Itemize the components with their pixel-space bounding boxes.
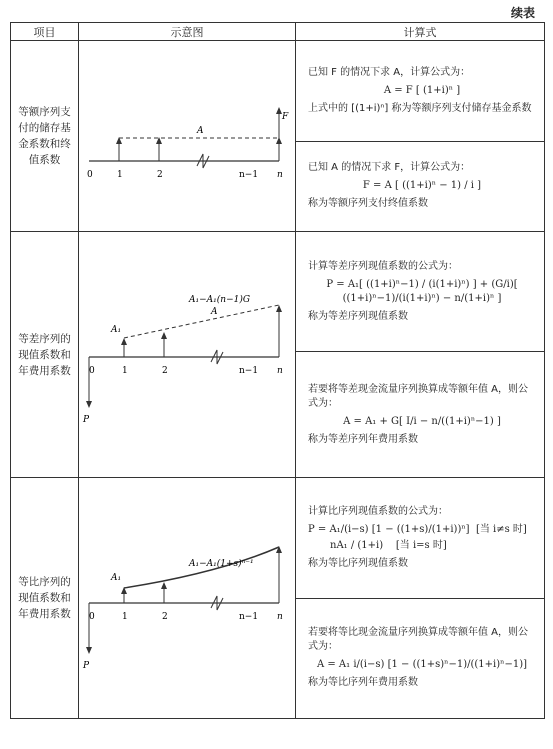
end-label: A₁−A₁(1+s)ⁿ⁻¹ <box>189 559 254 569</box>
formula-eq: F = A [ ((1+i)ⁿ − 1) / i ] <box>362 180 482 192</box>
tick-1: 1 <box>117 170 123 180</box>
tick-2: 2 <box>157 170 163 180</box>
header-diagram: 示意图 <box>79 23 296 41</box>
formula-note: 称为等差序列年费用系数 <box>308 433 418 445</box>
series-label: A <box>211 307 218 317</box>
table-row <box>11 232 545 352</box>
formula-cond-1: [当 i≠s 时] <box>475 523 527 535</box>
formula-cell-2a <box>296 232 545 352</box>
future-value-label: F <box>282 112 289 122</box>
formula-eq: A = F [ (1+i)ⁿ ] <box>383 84 461 96</box>
tick-n-1: n−1 <box>239 170 259 180</box>
formula-intro: 若要将等比现金流量序列换算成等额年值 A，则公式为： <box>308 627 529 653</box>
formula-note: 称为等差序列现值系数 <box>308 310 408 322</box>
table-row <box>11 478 545 599</box>
start-label: A₁ <box>111 325 122 335</box>
formula-cell-3a <box>296 478 545 599</box>
diagram-1 <box>79 41 296 232</box>
formula-note: 称为等比序列年费用系数 <box>308 677 418 689</box>
row-item-1: 等额序列支付的储存基金系数和终值系数 <box>11 41 79 232</box>
formula-eq: A = A₁ i/(i−s) [1 − ((1+s)ⁿ−1)/((1+i)ⁿ−1)] <box>316 659 528 671</box>
tick-n-1: n−1 <box>239 612 259 622</box>
tick-n: n <box>277 170 283 180</box>
row-item-2: 等差序列的现值系数和年费用系数 <box>11 232 79 478</box>
formula-eq <box>308 523 536 553</box>
continued-label: 续表 <box>510 6 535 20</box>
diagram-2 <box>79 232 296 478</box>
formula-cell-1a <box>296 41 545 142</box>
formula-eq-2: nA₁ / (1+i) <box>330 539 384 551</box>
formula-table <box>10 22 545 719</box>
formula-eq: P = A₁[ ((1+i)ⁿ−1) / (i(1+i)ⁿ) ] + (G/i)[ ((1+i)ⁿ−1)/(i(1+i)ⁿ) − n/(1+i)ⁿ ] <box>326 278 518 304</box>
pv-label: P <box>83 661 90 671</box>
table-header-row <box>11 23 545 41</box>
tick-n: n <box>277 366 283 376</box>
tick-0: 0 <box>87 170 93 180</box>
formula-intro: 若要将等差现金流量序列换算成等额年值 A，则公式为： <box>308 383 529 409</box>
header-item: 项目 <box>11 23 79 41</box>
start-label: A₁ <box>111 573 122 583</box>
tick-0: 0 <box>89 366 95 376</box>
cashflow-diagram-2 <box>79 232 296 477</box>
formula-eq: A = A₁ + G[ I/i − n/((1+i)ⁿ−1) ] <box>343 415 501 427</box>
formula-intro: 已知 A 的情况下求 F，计算公式为： <box>308 162 471 174</box>
tick-2: 2 <box>162 612 168 622</box>
tick-1: 1 <box>122 612 128 622</box>
formula-intro: 已知 F 的情况下求 A，计算公式为： <box>308 66 471 78</box>
table-row <box>11 41 545 142</box>
formula-intro: 计算等差序列现值系数的公式为： <box>308 260 458 272</box>
series-label: A <box>197 126 204 136</box>
formula-note: 称为等比序列现值系数 <box>308 557 408 569</box>
row-item-3: 等比序列的现值系数和年费用系数 <box>11 478 79 719</box>
tick-0: 0 <box>89 612 95 622</box>
formula-note: 上式中的 [(1+i)ⁿ] 称为等额序列支付储存基金系数 <box>308 102 532 114</box>
tick-2: 2 <box>162 366 168 376</box>
formula-cell-3b <box>296 598 545 719</box>
formula-cond-2: [当 i=s 时] <box>395 539 447 551</box>
diagram-3 <box>79 478 296 719</box>
formula-cell-1b <box>296 141 545 231</box>
formula-cell-2b <box>296 352 545 478</box>
tick-n: n <box>277 612 283 622</box>
cashflow-diagram-1 <box>79 41 296 231</box>
formula-intro: 计算比序列现值系数的公式为： <box>308 505 448 517</box>
formula-eq-1: P = A₁/(i−s) [1 − ((1+s)/(1+i))ⁿ] <box>308 523 470 535</box>
formula-note: 称为等额序列支付终值系数 <box>308 198 428 210</box>
cashflow-diagram-3 <box>79 478 296 718</box>
header-formula: 计算式 <box>296 23 545 41</box>
end-label: A₁−A₁(n−1)G <box>189 295 251 305</box>
tick-1: 1 <box>122 366 128 376</box>
pv-label: P <box>83 415 90 425</box>
tick-n-1: n−1 <box>239 366 259 376</box>
